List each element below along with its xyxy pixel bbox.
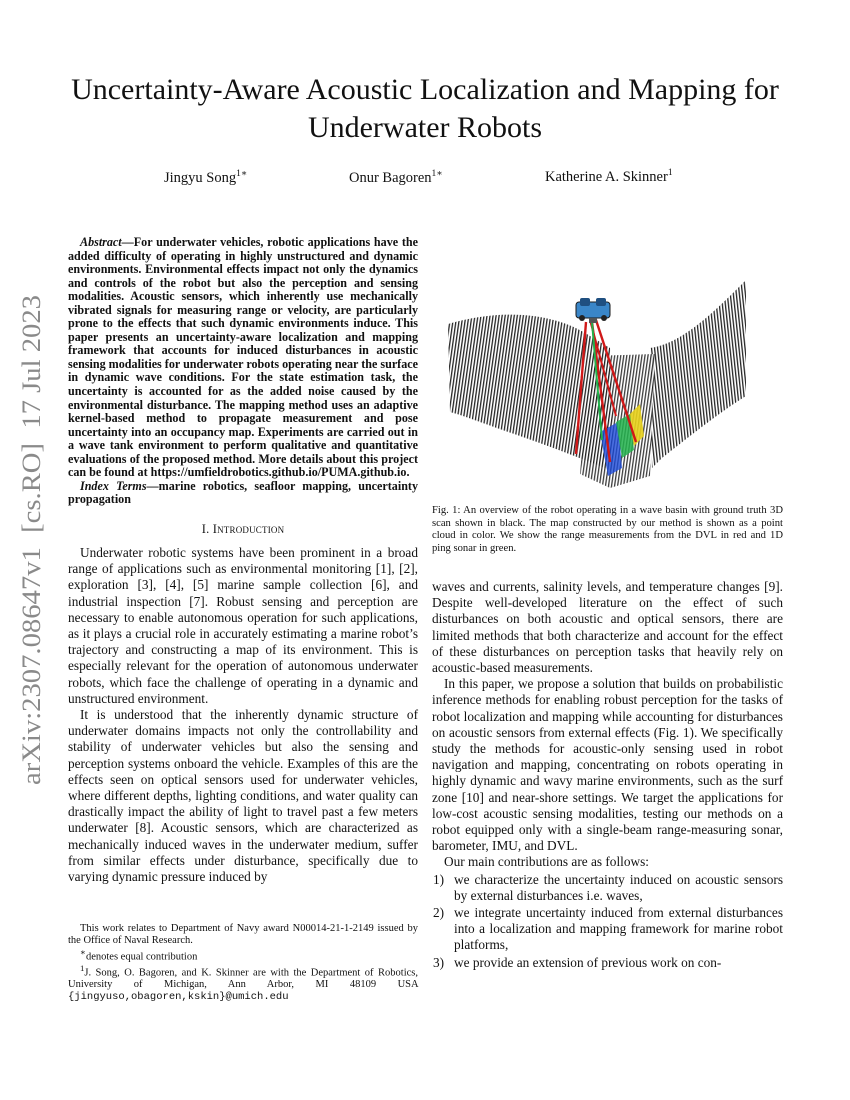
right-column <box>432 579 783 971</box>
footnotes <box>68 923 418 1004</box>
footnote-funding: This work relates to Department of Navy award N00014-21-1-2149 issued by the Office of Naval Research. <box>68 923 418 946</box>
scan-right-wall <box>650 280 746 468</box>
footnote-equal <box>68 947 418 963</box>
author-name: Jingyu Song <box>164 169 237 186</box>
abstract <box>68 236 418 480</box>
footnote-affiliation <box>68 963 418 1004</box>
list-text: we characterize the uncertainty induced on acoustic sensors by external disturbances i.e. waves, <box>454 871 783 903</box>
list-item <box>432 955 783 971</box>
author-name: Onur Bagoren <box>349 169 432 186</box>
left-column <box>68 236 418 885</box>
list-text: we integrate uncertainty induced from external disturbances into a localization and mapping framework for marine robot platforms, <box>454 905 783 953</box>
body-paragraph: Our main contributions are as follows: <box>444 854 649 870</box>
author-marks: 1 <box>667 168 673 178</box>
section-title: Introduction <box>212 521 285 536</box>
footnote-affil-text: J. Song, O. Bagoren, and K. Skinner are with the Department of Robotics, University of Michigan, Ann Arbor, MI 48109 USA <box>68 967 418 991</box>
footnote-emails: {jingyuso,obagoren,kskin}@umich.edu <box>68 990 289 1003</box>
list-text: we provide an extension of previous work on con- <box>454 954 722 970</box>
wave-basin-scan-illustration <box>440 236 785 498</box>
author-marks: 1∗ <box>431 169 443 179</box>
arxiv-id: arXiv:2307.08647v1 [cs.RO] 17 Jul 2023 <box>16 331 46 785</box>
index-terms-text: —marine robotics, seafloor mapping, uncertainty propagation <box>68 478 419 507</box>
footnote-equal-text: denotes equal contribution <box>85 951 198 963</box>
paper-title: Uncertainty-Aware Acoustic Localization and Mapping for Underwater Robots <box>71 73 779 144</box>
author-3 <box>545 168 673 186</box>
footnote-affil-mark: 1 <box>80 962 85 973</box>
list-item <box>432 905 783 954</box>
footnote-equal-mark: ∗ <box>80 946 86 957</box>
list-item <box>432 872 783 904</box>
body-paragraph: waves and currents, salinity levels, and temperature changes [9]. Despite well-developed literature on the effect of such disturbances on both acoustic and optical sensors, there are limited methods that both characterize and account for the effect of these disturbances on perception tasks that heavily rely on acoustic-based measurements. <box>432 579 783 676</box>
intro-paragraph: Underwater robotic systems have been prominent in a broad range of applications such as environmental monitoring [1], [2], exploration [3], [4], [5] marine sample collection [6], and industrial inspection [7]. Robust sensing and perception are necessary to enable autonomous operation for such applications, as it plays a crucial role in accurately estimating a marine robot’s trajectory and constructing a map of its environment. This is especially relevant for the operation of autonomous underwater robots, which face the challenge of operating in a dynamic and unstructured environment. <box>68 544 418 706</box>
contributions-list <box>432 872 783 971</box>
section-heading <box>68 522 418 537</box>
list-number: 3) <box>433 954 445 970</box>
abstract-text: —For underwater vehicles, robotic applications have the added difficulty of operating in highly unstructured and dynamic environments. Environmental effects impact not only the dynamics and controls of the robot but also the perception and sensing modalities. Acoustic sensors, which inherently use mechanically vibrated signals for measuring range or velocity, are particularly prone to the effects that such dynamic environments induce. This paper presents an uncertainty-aware localization and mapping framework that accounts for induced disturbances in acoustic sensing modalities for underwater robots operating near the surface in dynamic wave conditions. For the state estimation task, the uncertainty is accounted for as the added noise caused by the environmental disturbance. The mapping method uses an adaptive kernel-based method to propagate measurement and pose uncertainty into an occupancy map. Experiments are carried out in a wave tank environment to perform qualitative and quantitative evaluations of the proposed method. More details about this project can be found at https://umfieldrobotics.github.io/PUMA.github.io. <box>68 235 418 480</box>
body-paragraph: In this paper, we propose a solution that builds on probabilistic inference methods for enabling robust perception for the tasks of robot localization and mapping while accounting for disturbances on acoustic sensors from external effects (Fig. 1). We specifically study the methods for acoustic-only sensing used in robot navigation and mapping, concentrating on robots operating in highly dynamic and wavy marine environments, such as the surf zone [10] and near-shore settings. We target the applications for low-cost acoustic sensing modalities, testing our methods on a robot equipped only with a single-beam range-measuring sonar, barometer, IMU, and DVL. <box>432 676 783 854</box>
list-number: 1) <box>433 871 445 887</box>
intro-paragraph: It is understood that the inherently dynamic structure of underwater domains impacts not only the controllability and stability of underwater vehicles but also the sensing and perception systems onboard the vehicle. Examples of this are the effects seen on optical sensors used for underwater vehicles, where different depths, lighting conditions, and water quality can drastically impact the ability of light to travel past a few meters underwater [8]. Acoustic sensors, which are characterized as mechanically induced waves in the underwater medium, suffer from similar effects under disturbance, specifically due to varying dynamic pressure induced by <box>68 706 418 884</box>
figure-1 <box>440 236 785 498</box>
index-terms-label: Index Terms <box>80 478 147 493</box>
list-number: 2) <box>433 905 445 921</box>
robot-icon <box>576 298 610 323</box>
section-numeral: I. <box>201 521 210 536</box>
arxiv-stamp <box>2 293 52 785</box>
author-name: Katherine A. Skinner <box>545 168 668 185</box>
index-terms <box>68 480 418 507</box>
author-1 <box>164 168 247 187</box>
abstract-label: Abstract <box>80 235 122 249</box>
author-marks: 1∗ <box>236 169 248 179</box>
figure-caption: Fig. 1: An overview of the robot operating in a wave basin with ground truth 3D scan shown in black. The map constructed by our method is shown as a point cloud in color. We show the range measurements from the DVL in red and 1D ping sonar in green. <box>432 505 783 554</box>
author-2 <box>349 168 443 187</box>
